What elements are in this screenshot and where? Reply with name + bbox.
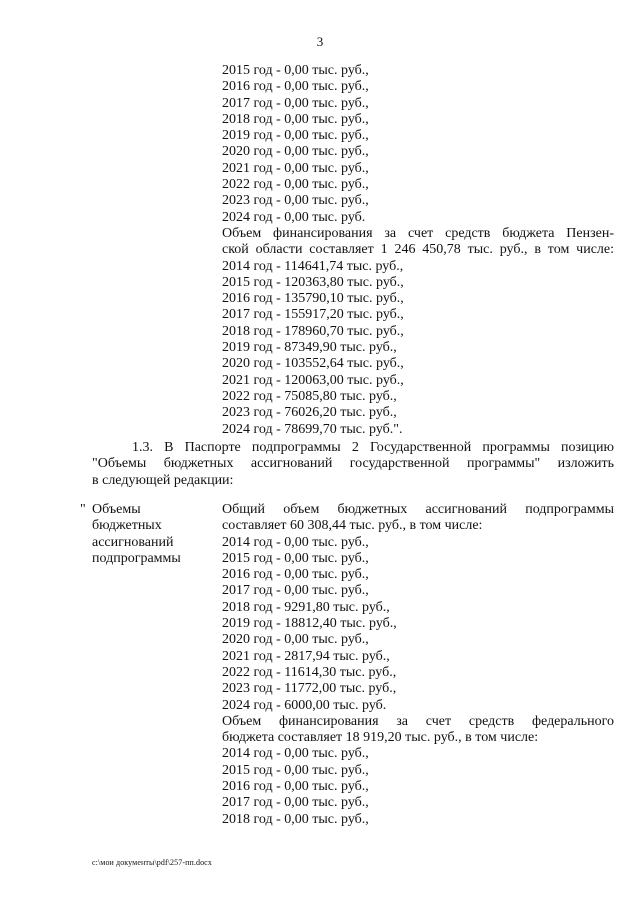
year-line: 2018 год - 0,00 тыс. руб., — [222, 811, 369, 827]
position-label — [92, 502, 212, 567]
year-line: 2019 год - 18812,40 тыс. руб., — [222, 616, 397, 632]
paragraph-1-3 — [92, 440, 614, 489]
year-line: 2015 год - 0,00 тыс. руб., — [222, 550, 369, 566]
label-line: подпрограммы — [92, 550, 181, 566]
year-line: 2020 год - 103552,64 тыс. руб., — [222, 356, 404, 372]
year-line: 2019 год - 0,00 тыс. руб., — [222, 128, 369, 144]
label-line: ассигнований — [92, 534, 174, 550]
federal-intro-line: Объем финансирования за счет средств федерального — [222, 713, 614, 729]
year-line: 2016 год - 0,00 тыс. руб., — [222, 567, 369, 583]
regional-intro-line: Объем финансирования за счет средств бюджета Пензен- — [222, 225, 614, 241]
year-line: 2024 год - 0,00 тыс. руб. — [222, 209, 366, 225]
year-line: 2024 год - 6000,00 тыс. руб. — [222, 697, 387, 713]
year-line: 2019 год - 87349,90 тыс. руб., — [222, 340, 397, 356]
year-line: 2018 год - 178960,70 тыс. руб., — [222, 323, 404, 339]
year-line: 2015 год - 120363,80 тыс. руб., — [222, 274, 404, 290]
paragraph-line: в следующей редакции: — [92, 472, 234, 488]
opening-quote: " — [80, 502, 86, 517]
regional-intro-line: ской области составляет 1 246 450,78 тыс. руб., в том числе: — [222, 242, 614, 258]
year-line: 2014 год - 114641,74 тыс. руб., — [222, 258, 404, 274]
year-line: 2018 год - 0,00 тыс. руб., — [222, 111, 369, 127]
year-line: 2017 год - 0,00 тыс. руб., — [222, 95, 369, 111]
year-line: 2022 год - 11614,30 тыс. руб., — [222, 664, 397, 680]
footer-file-path: с:\мои документы\pdf\257-пп.docx — [92, 858, 212, 867]
year-line: 2021 год - 120063,00 тыс. руб., — [222, 372, 404, 388]
year-line: 2024 год - 78699,70 тыс. руб.". — [222, 421, 403, 437]
year-line: 2017 год - 0,00 тыс. руб., — [222, 583, 369, 599]
year-line: 2023 год - 76026,20 тыс. руб., — [222, 405, 397, 421]
year-line: 2020 год - 0,00 тыс. руб., — [222, 632, 369, 648]
top-funding-block — [222, 63, 614, 438]
year-line: 2021 год - 0,00 тыс. руб., — [222, 160, 369, 176]
year-line: 2023 год - 11772,00 тыс. руб., — [222, 681, 397, 697]
year-line: 2014 год - 0,00 тыс. руб., — [222, 534, 369, 550]
paragraph-line: 1.3. В Паспорте подпрограммы 2 Государственной программы позицию — [132, 440, 614, 455]
year-line: 2020 год - 0,00 тыс. руб., — [222, 144, 369, 160]
year-line: 2015 год - 0,00 тыс. руб., — [222, 762, 369, 778]
year-line: 2023 год - 0,00 тыс. руб., — [222, 193, 369, 209]
year-line: 2016 год - 0,00 тыс. руб., — [222, 779, 369, 795]
year-line: 2016 год - 0,00 тыс. руб., — [222, 79, 369, 95]
federal-intro-line: бюджета составляет 18 919,20 тыс. руб., в том числе: — [222, 730, 539, 746]
subprogram-funding-block — [222, 502, 614, 828]
paragraph-line: "Объемы бюджетных ассигнований государственной программы" изложить — [92, 456, 614, 472]
year-line: 2018 год - 9291,80 тыс. руб., — [222, 599, 390, 615]
total-intro-line: Общий объем бюджетных ассигнований подпрограммы — [222, 502, 614, 517]
year-line: 2022 год - 0,00 тыс. руб., — [222, 177, 369, 193]
year-line: 2022 год - 75085,80 тыс. руб., — [222, 388, 397, 404]
page-number: 3 — [316, 34, 324, 49]
year-line: 2016 год - 135790,10 тыс. руб., — [222, 291, 404, 307]
label-line: Объемы — [92, 502, 141, 517]
year-line: 2015 год - 0,00 тыс. руб., — [222, 63, 369, 78]
year-line: 2014 год - 0,00 тыс. руб., — [222, 746, 369, 762]
year-line: 2021 год - 2817,94 тыс. руб., — [222, 648, 390, 664]
year-line: 2017 год - 155917,20 тыс. руб., — [222, 307, 404, 323]
year-line: 2017 год - 0,00 тыс. руб., — [222, 795, 369, 811]
total-intro-line: составляет 60 308,44 тыс. руб., в том числе: — [222, 518, 483, 534]
label-line: бюджетных — [92, 518, 162, 534]
